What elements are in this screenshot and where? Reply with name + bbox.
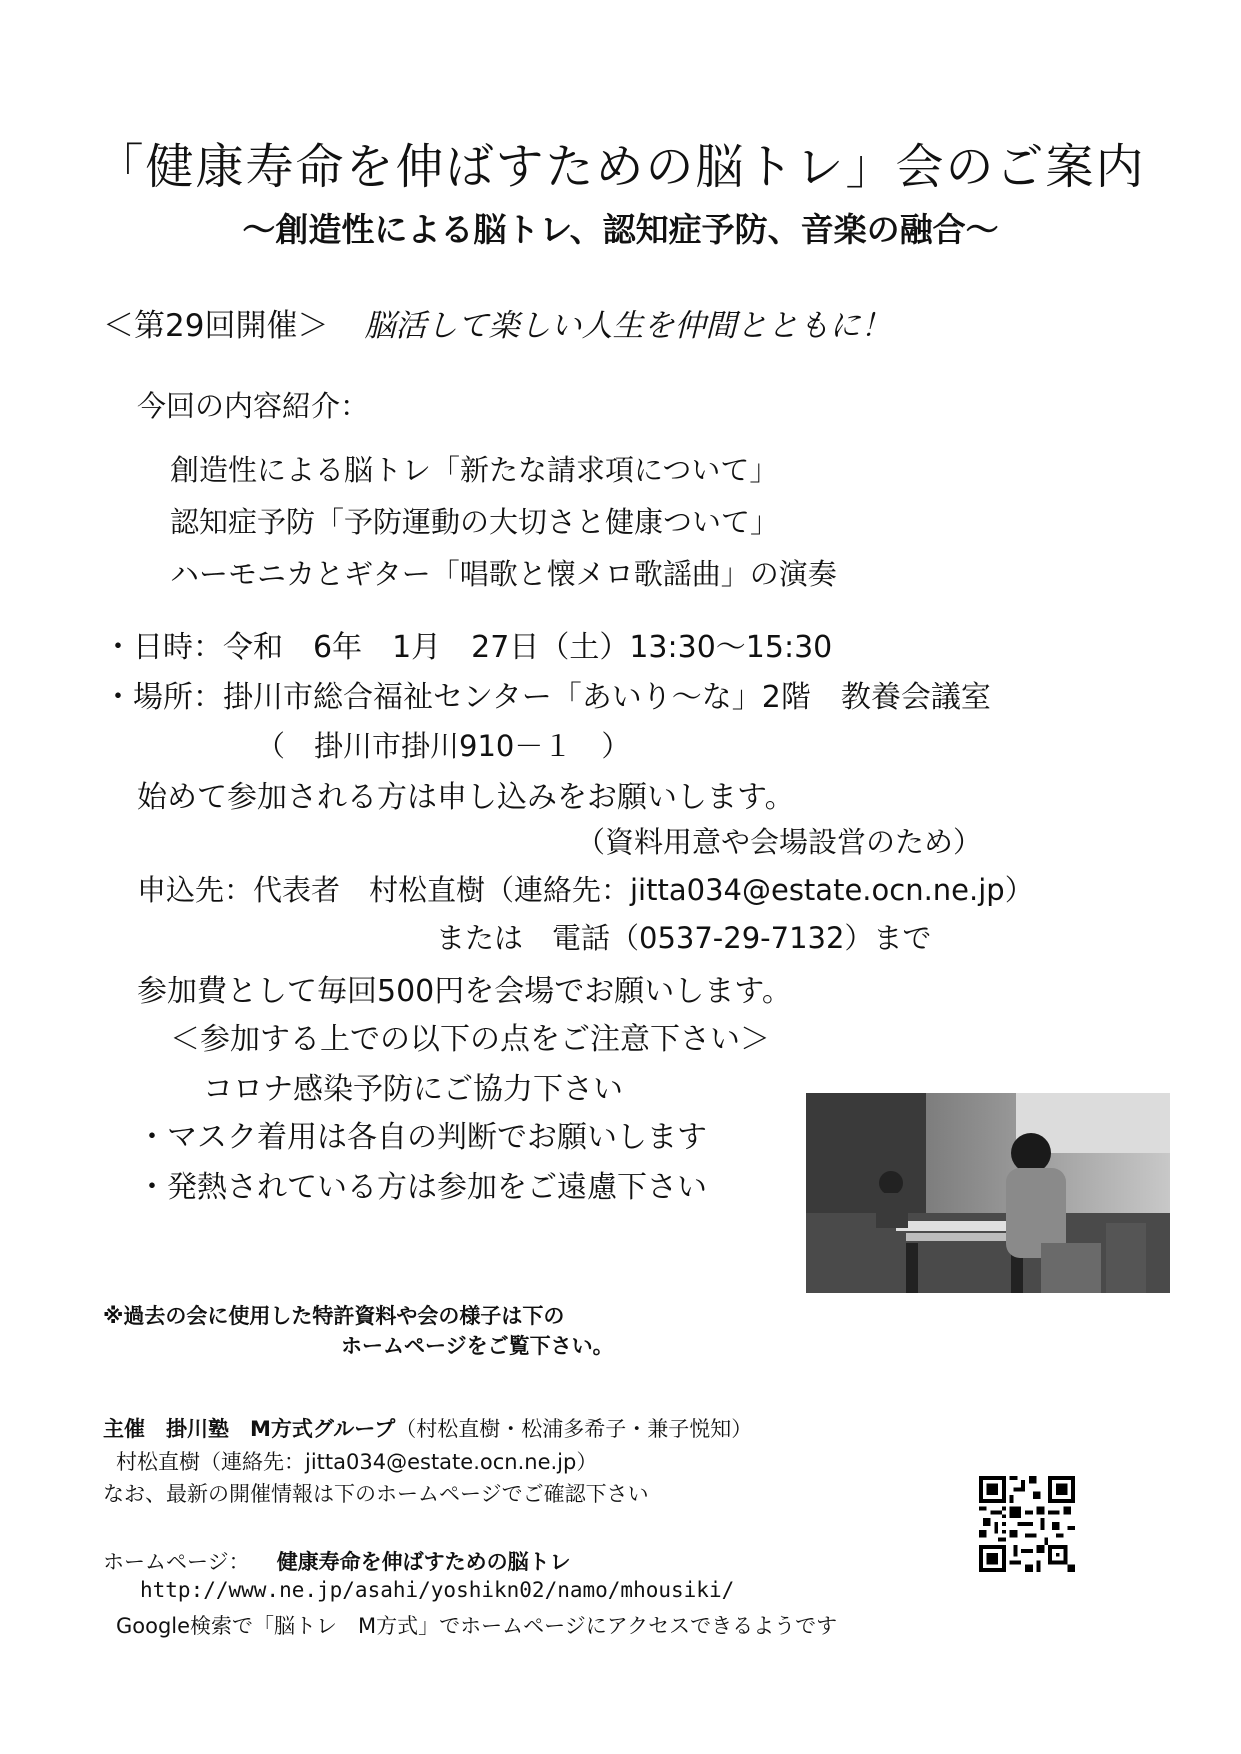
organizer-label: 主催 掛川塾 M方式グループ — [103, 1417, 396, 1441]
page-subtitle: 〜創造性による脳トレ、認知症予防、音楽の融合〜 — [242, 210, 999, 249]
event-photo-image — [806, 1093, 1170, 1293]
content-heading: 今回の内容紹介： — [137, 389, 370, 423]
homepage-label: ホームページ： — [103, 1550, 250, 1574]
past-info-line-2: ホームページをご覧下さい。 — [341, 1334, 614, 1358]
content-item-1: 創造性による脳トレ「新たな請求項について」 — [170, 453, 779, 487]
session-number: ＜第29回開催＞ — [103, 308, 329, 344]
event-address: （ 掛川市掛川910－１ ） — [256, 729, 631, 763]
notes-heading: ＜参加する上での以下の点をご注意下さい＞ — [170, 1022, 770, 1057]
page-title: 「健康寿命を伸ばすための脳トレ」会のご案内 — [95, 139, 1146, 195]
phone-line: または 電話（0537-29-7132）まで — [436, 921, 932, 955]
organizer-members: （村松直樹・松浦多希子・兼子悦知） — [395, 1417, 753, 1441]
google-search-note: Google検索で「脳トレ M方式」でホームページにアクセスできるようです — [116, 1614, 838, 1638]
organizer-line — [103, 1413, 752, 1443]
apply-note: 始めて参加される方は申し込みをお願いします。 — [137, 780, 795, 815]
fee-line: 参加費として毎回500円を会場でお願いします。 — [137, 974, 792, 1009]
contact-line: 申込先：代表者 村松直樹（連絡先：jitta034@estate.ocn.ne.jp） — [137, 873, 1034, 907]
homepage-title: 健康寿命を伸ばすための脳トレ — [276, 1550, 571, 1574]
past-info-line-1: ※過去の会に使用した特許資料や会の様子は下の — [103, 1304, 565, 1328]
homepage-url[interactable]: http://www.ne.jp/asahi/yoshikn02/namo/mhousiki/ — [140, 1578, 735, 1602]
note-item-1: コロナ感染予防にご協力下さい — [203, 1072, 623, 1107]
qr-code[interactable] — [979, 1476, 1075, 1572]
content-item-2: 認知症予防「予防運動の大切さと健康ついて」 — [170, 505, 780, 539]
homepage-line — [103, 1546, 571, 1576]
event-photo — [806, 1093, 1170, 1293]
session-tagline: 脳活して楽しい人生を仲間とともに！ — [364, 308, 892, 344]
content-item-3: ハーモニカとギター「唱歌と懐メロ歌謡曲」の演奏 — [170, 557, 837, 591]
session-line — [103, 300, 891, 345]
note-item-3: ・発熱されている方は参加をご遠慮下さい — [137, 1170, 707, 1205]
latest-info-note: なお、最新の開催情報は下のホームページでご確認下さい — [103, 1482, 649, 1506]
event-place: ・場所：掛川市総合福祉センター「あいり〜な」2階 教養会議室 — [103, 680, 991, 715]
event-datetime: ・日時：令和 6年 1月 27日（土）13:30〜15:30 — [103, 630, 833, 665]
apply-reason: （資料用意や会場設営のため） — [576, 825, 983, 859]
footer-contact: 村松直樹（連絡先：jitta034@estate.ocn.ne.jp） — [116, 1450, 598, 1474]
note-item-2: ・マスク着用は各自の判断でお願いします — [137, 1120, 707, 1155]
